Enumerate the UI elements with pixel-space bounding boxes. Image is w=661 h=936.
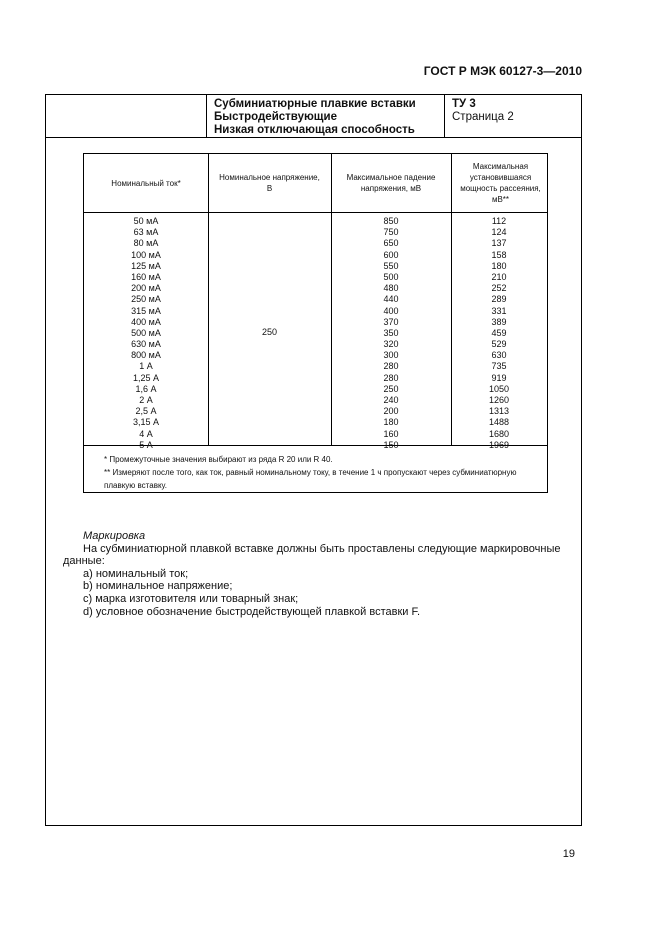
- power-dissipation-cell: 158: [491, 249, 507, 260]
- rated-current-cell: 4 А: [139, 428, 153, 439]
- marking-item: c) марка изготовителя или товарный знак;: [83, 592, 299, 605]
- marking-item: a) номинальный ток;: [83, 567, 189, 580]
- power-dissipation-cell: 331: [491, 305, 507, 316]
- column-power-dissipation: [451, 216, 547, 451]
- rated-current-cell: 315 мА: [131, 305, 161, 316]
- power-dissipation-cell: 137: [491, 238, 507, 249]
- voltage-drop-cell: 440: [383, 294, 399, 305]
- page-number: 19: [562, 848, 575, 860]
- voltage-drop-cell: 150: [383, 439, 399, 450]
- title-block: [46, 95, 581, 138]
- power-dissipation-cell: 630: [491, 350, 507, 361]
- power-dissipation-cell: 112: [491, 216, 507, 226]
- column-divider: [208, 154, 209, 445]
- rated-current-cell: 630 мА: [131, 339, 161, 350]
- power-dissipation-cell: 252: [491, 283, 507, 294]
- power-dissipation-cell: 529: [491, 339, 507, 350]
- power-dissipation-cell: 389: [491, 316, 507, 327]
- voltage-drop-cell: 280: [383, 372, 399, 383]
- rated-current-cell: 1,6 А: [135, 383, 157, 394]
- title-block-divider: [206, 95, 207, 137]
- column-rated-current: [84, 216, 208, 451]
- voltage-drop-cell: 850: [383, 216, 399, 226]
- rated-current-cell: 200 мА: [131, 283, 161, 294]
- voltage-drop-cell: 320: [383, 339, 399, 350]
- rated-current-cell: 2 А: [139, 395, 153, 405]
- rated-current-cell: 5 А: [139, 439, 153, 450]
- voltage-drop-cell: 550: [383, 260, 399, 271]
- rated-current-cell: 400 мА: [131, 316, 161, 327]
- rated-current-cell: 1 А: [139, 361, 153, 372]
- title-line: Быстродействующие: [214, 111, 337, 123]
- header-separator: [84, 212, 547, 213]
- rated-current-cell: 500 мА: [131, 327, 161, 338]
- title-line: Субминиатюрные плавкие вставки: [214, 98, 416, 110]
- voltage-drop-cell: 180: [383, 417, 399, 428]
- rated-current-cell: 100 мА: [131, 249, 161, 260]
- power-dissipation-cell: 1969: [488, 439, 510, 450]
- power-dissipation-cell: 1680: [488, 428, 510, 439]
- marking-section: [63, 530, 573, 618]
- voltage-drop-cell: 250: [383, 383, 399, 394]
- footnote-2: ** Измеряют после того, как ток, равный номинальному току, в течение 1 ч пропускают через субминиатюрную плавкую вставку.: [104, 468, 517, 490]
- power-dissipation-cell: 1488: [488, 417, 510, 428]
- voltage-drop-cell: 300: [383, 350, 399, 361]
- title-line: Низкая отключающая способность: [214, 124, 415, 136]
- header-power-dissipation: Максимальная установившаяся мощность рассеяния, мВ**: [460, 162, 541, 204]
- ratings-table: [83, 153, 548, 493]
- title-block-divider: [444, 95, 445, 137]
- column-voltage-drop: [331, 216, 451, 451]
- rated-current-cell: 125 мА: [131, 260, 161, 271]
- voltage-drop-cell: 160: [383, 428, 399, 439]
- voltage-drop-cell: 750: [383, 227, 399, 238]
- rated-current-cell: 63 мА: [133, 227, 159, 238]
- voltage-drop-cell: 400: [383, 305, 399, 316]
- marking-intro: На субминиатюрной плавкой вставке должны быть проставлены следующие маркировочные данные:: [63, 542, 561, 568]
- rated-current-cell: 2,5 А: [135, 406, 157, 417]
- marking-item: b) номинальное напряжение;: [83, 580, 233, 593]
- rated-current-cell: 1,25 А: [132, 372, 160, 383]
- power-dissipation-cell: 1313: [488, 406, 510, 417]
- header-voltage-drop: Максимальное падение напряжения, мВ: [346, 173, 436, 193]
- power-dissipation-cell: 919: [491, 372, 507, 383]
- marking-item: d) условное обозначение быстродействующей плавкой вставки F.: [83, 605, 421, 618]
- power-dissipation-cell: 124: [491, 227, 507, 238]
- power-dissipation-cell: 180: [491, 260, 507, 271]
- tu-label: ТУ 3: [452, 98, 476, 110]
- power-dissipation-cell: 1260: [488, 395, 510, 405]
- header-rated-current: Номинальный ток*: [111, 178, 181, 188]
- power-dissipation-cell: 459: [491, 327, 507, 338]
- voltage-drop-cell: 370: [383, 316, 399, 327]
- rated-current-cell: 800 мА: [131, 350, 161, 361]
- power-dissipation-cell: 735: [491, 361, 507, 372]
- power-dissipation-cell: 1050: [488, 383, 510, 394]
- power-dissipation-cell: 289: [491, 294, 507, 305]
- table-notes: [90, 453, 545, 492]
- voltage-drop-cell: 600: [383, 249, 399, 260]
- voltage-drop-cell: 200: [383, 406, 399, 417]
- header-rated-voltage: Номинальное напряжение, В: [219, 173, 320, 193]
- rated-current-cell: 250 мА: [131, 294, 161, 305]
- tu-block: [452, 98, 514, 124]
- voltage-drop-cell: 650: [383, 238, 399, 249]
- voltage-drop-cell: 480: [383, 283, 399, 294]
- rated-current-cell: 50 мА: [133, 216, 159, 226]
- rated-voltage-value: 250: [261, 327, 278, 337]
- sheet-page-label: Страница 2: [452, 111, 514, 123]
- voltage-drop-cell: 240: [383, 395, 399, 405]
- document-title: [214, 98, 416, 137]
- marking-title: Маркировка: [83, 530, 146, 542]
- footnote-1: * Промежуточные значения выбирают из ряда R 20 или R 40.: [104, 455, 333, 464]
- power-dissipation-cell: 210: [491, 271, 507, 282]
- rated-current-cell: 80 мА: [133, 238, 159, 249]
- standard-number: ГОСТ Р МЭК 60127-3—2010: [423, 64, 582, 78]
- rated-current-cell: 3,15 А: [132, 417, 160, 428]
- rated-current-cell: 160 мА: [131, 271, 161, 282]
- voltage-drop-cell: 500: [383, 271, 399, 282]
- voltage-drop-cell: 280: [383, 361, 399, 372]
- voltage-drop-cell: 350: [383, 327, 399, 338]
